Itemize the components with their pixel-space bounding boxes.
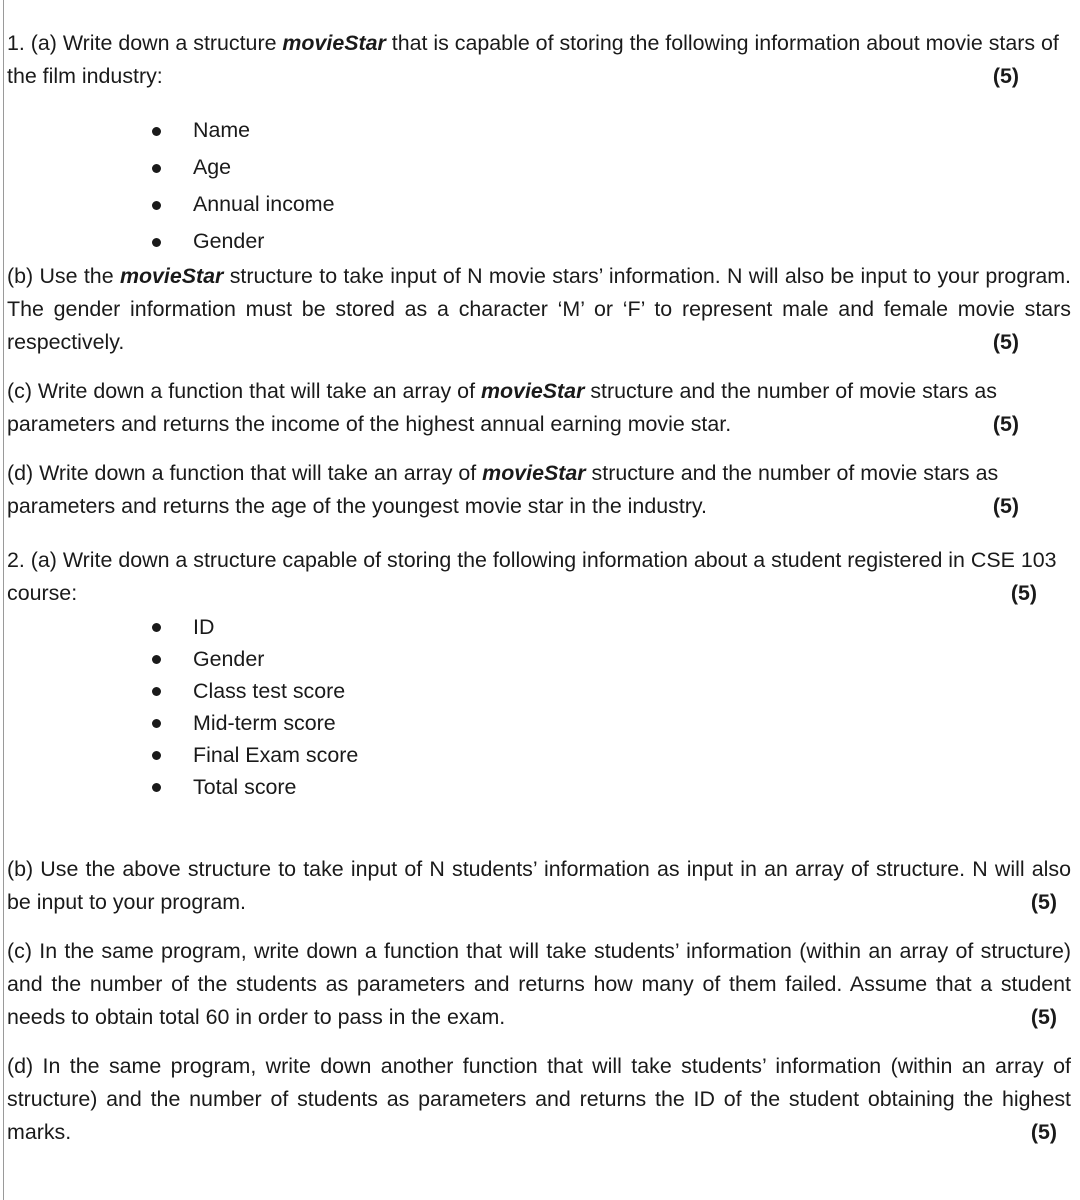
q2a-field-list	[7, 611, 1071, 803]
q2d-prompt	[7, 1050, 1071, 1149]
q1a-text-post: that is capable of storing the following information about movie stars of the film industry:	[7, 31, 1059, 88]
q1a-field-list	[7, 112, 1071, 260]
bullet-icon	[152, 238, 161, 247]
q1b-marks: (5)	[992, 330, 1019, 354]
q2a-field-mid-term: Mid-term score	[193, 711, 336, 735]
q2a-marks: (5)	[1010, 581, 1037, 605]
q1d-marks: (5)	[992, 494, 1019, 518]
page-left-border	[3, 0, 4, 1200]
q2b-prompt	[7, 853, 1071, 919]
q2a-field-class-test: Class test score	[193, 679, 346, 703]
exam-page	[7, 27, 1071, 1149]
q2a-field-id: ID	[193, 615, 215, 639]
q1c-text-pre: (c) Write down a function that will take an array of	[7, 379, 481, 403]
q2a-field-final-exam: Final Exam score	[193, 743, 359, 767]
bullet-icon	[152, 783, 161, 792]
q1d-keyword: movieStar	[482, 461, 586, 485]
q2d-text: (d) In the same program, write down another function that will take students’ information (within an array of structure) and the number of students as parameters and returns the ID of the student obtaining the highest marks.	[7, 1054, 1071, 1144]
q2b-marks: (5)	[1030, 890, 1057, 914]
q1a-field-name: Name	[193, 118, 251, 142]
bullet-icon	[152, 655, 161, 664]
list-item	[7, 707, 1071, 739]
bullet-icon	[152, 687, 161, 696]
q2d-marks: (5)	[1030, 1120, 1057, 1144]
q2c-prompt	[7, 935, 1071, 1034]
q2c-marks: (5)	[1030, 1005, 1057, 1029]
list-item	[7, 675, 1071, 707]
list-item	[7, 186, 1071, 223]
q1c-prompt	[7, 375, 1071, 441]
q1c-keyword: movieStar	[480, 379, 585, 403]
list-item	[7, 611, 1071, 643]
list-item	[7, 223, 1071, 260]
q1a-field-annual-income: Annual income	[193, 192, 335, 216]
q2a-text: 2. (a) Write down a structure capable of storing the following information about a student registered in CSE 103 course:	[7, 548, 1057, 605]
list-item	[7, 149, 1071, 186]
q1a-text-pre: 1. (a) Write down a structure	[7, 31, 283, 55]
list-item	[7, 112, 1071, 149]
list-item	[7, 643, 1071, 675]
bullet-icon	[152, 164, 161, 173]
q2b-text: (b) Use the above structure to take input of N students’ information as input in an array of structure. N will also be input to your program.	[7, 857, 1071, 914]
bullet-icon	[152, 623, 161, 632]
q1c-text-post: structure and the number of movie stars as parameters and returns the income of the highest annual earning movie star.	[7, 379, 997, 436]
q1b-prompt	[7, 260, 1071, 359]
q2a-field-total: Total score	[193, 775, 297, 799]
bullet-icon	[152, 201, 161, 210]
bullet-icon	[152, 751, 161, 760]
bullet-icon	[152, 719, 161, 728]
q1b-text-post: structure to take input of N movie stars’ information. N will also be input to your program. The gender information must be stored as a character ‘M’ or ‘F’ to represent male and female movie stars respectively.	[7, 264, 1071, 354]
bullet-icon	[152, 127, 161, 136]
q2a-prompt	[7, 544, 1071, 610]
q1d-text-post: structure and the number of movie stars as parameters and returns the age of the youngest movie star in the industry.	[7, 461, 999, 518]
q2a-field-gender: Gender	[193, 647, 265, 671]
q1b-text-pre: (b) Use the	[7, 264, 120, 288]
q1a-marks: (5)	[992, 64, 1019, 88]
q1a-field-age: Age	[193, 155, 232, 179]
q1a-keyword: movieStar	[282, 31, 386, 55]
list-item	[7, 739, 1071, 771]
list-item	[7, 771, 1071, 803]
q1d-prompt	[7, 457, 1071, 523]
q1b-keyword: movieStar	[119, 264, 224, 288]
q1a-prompt	[7, 27, 1071, 93]
q1c-marks: (5)	[992, 412, 1019, 436]
q1a-field-gender: Gender	[193, 229, 265, 253]
q2c-text: (c) In the same program, write down a function that will take students’ information (within an array of structure) and the number of the students as parameters and returns how many of them failed. Assume that a student needs to obtain total 60 in order to pass in the exam.	[7, 939, 1071, 1029]
q1d-text-pre: (d) Write down a function that will take an array of	[7, 461, 483, 485]
